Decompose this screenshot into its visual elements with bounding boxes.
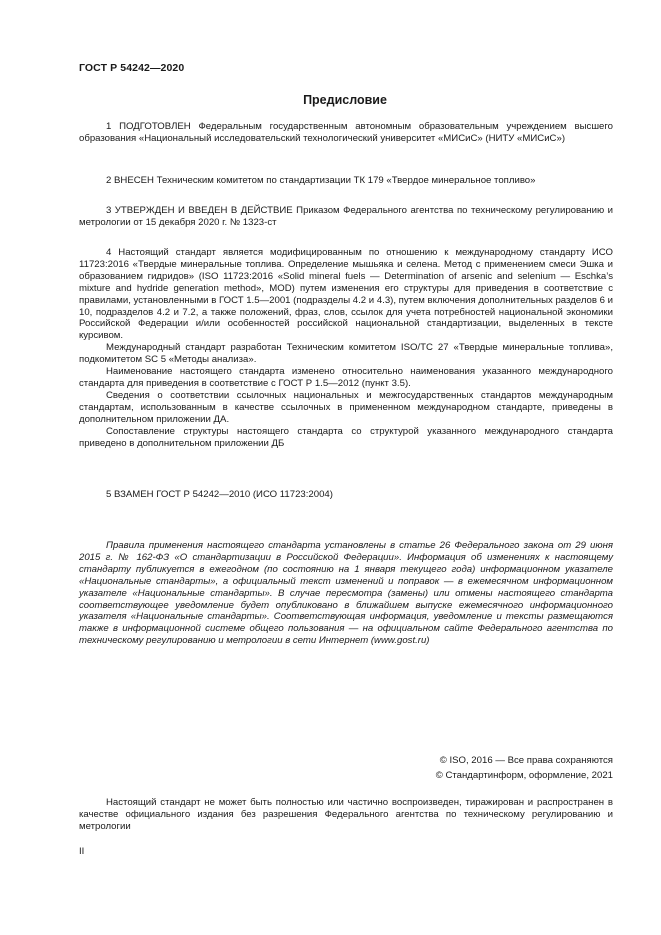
- item-1-text: 1 ПОДГОТОВЛЕН Федеральным государственным автономным образовательным учреждением высшего образования «Национальный исследовательский технологический университет «МИСиС» (НИТУ «МИСиС»): [79, 121, 613, 144]
- item-1: [79, 121, 613, 145]
- standartinform-copyright: © Стандартинформ, оформление, 2021: [435, 769, 613, 781]
- reproduction-notice: [79, 797, 613, 833]
- item-4: [79, 247, 613, 449]
- item-4-paragraph: 4 Настоящий стандарт является модифицированным по отношению к международному стандарту ИСО 11723:2016 «Твердые минеральные топлива. Определение мышьяка и селена. Метод с применением смеси Эшка и образованием гидридов» (ISO 11723:2016 «Solid mineral fuels — Determination of arsenic and selenium — Eschka’s mixture and hydride generation method», MOD) путем изменения его структуры для приведения в соответствие с правилами, установленными в ГОСТ 1.5—2001 (подразделы 4.2 и 4.3), путем включения дополнительных разделов 6 и 10, подразделов 4.2 и 7.2, а также положений, фраз, слов, ссылок для учета потребностей национальной экономики Российской Федерации и/или особенностей российской национальной стандартизации, выделенных в тексте курсивом.: [79, 247, 613, 342]
- page-title: Предисловие: [303, 93, 387, 107]
- item-5-text: 5 ВЗАМЕН ГОСТ Р 54242—2010 (ИСО 11723:2004): [106, 489, 333, 500]
- item-2: [79, 175, 613, 187]
- rules-notice: [79, 540, 613, 647]
- item-2-text: 2 ВНЕСЕН Техническим комитетом по стандартизации ТК 179 «Твердое минеральное топливо»: [106, 175, 536, 186]
- item-4-paragraph: Международный стандарт разработан Техническим комитетом ISO/TC 27 «Твердые минеральные топлива», подкомитетом SC 5 «Методы анализа».: [79, 342, 613, 366]
- item-4-paragraph: Сопоставление структуры настоящего стандарта со структурой указанного международного стандарта приведено в дополнительном приложении ДБ: [79, 425, 613, 449]
- copyright-block: [436, 754, 613, 783]
- iso-copyright: © ISO, 2016 — Все права сохраняются: [439, 755, 613, 766]
- item-5: [79, 489, 613, 501]
- item-4-paragraph: Сведения о соответствии ссылочных национальных и межгосударственных стандартов международным стандартам, использованным в качестве ссылочных в примененном международном стандарте, приведены в дополнительном приложении ДА.: [79, 389, 613, 425]
- item-4-paragraph: Наименование настоящего стандарта изменено относительно наименования указанного международного стандарта для приведения в соответствие с ГОСТ Р 1.5—2012 (пункт 3.5).: [79, 366, 613, 389]
- item-3: [79, 205, 613, 229]
- item-3-text: 3 УТВЕРЖДЕН И ВВЕДЕН В ДЕЙСТВИЕ Приказом Федерального агентства по техническому регулированию и метрологии от 15 декабря 2020 г. № 1323-ст: [79, 205, 613, 228]
- rules-notice-text: Правила применения настоящего стандарта установлены в статье 26 Федерального закона от 29 июня 2015 г. № 162-ФЗ «О стандартизации в Российской Федерации». Информация об изменениях к настоящему стандарту публикуется в ежегодном (по состоянию на 1 января текущего года) информационном указателе «Национальные стандарты», а официальный текст изменений и поправок — в ежемесячном информационном указателе «Национальные стандарты». В случае пересмотра (замены) или отмены настоящего стандарта соответствующее уведомление будет опубликовано в ближайшем выпуске ежемесячного информационного указателя «Национальные стандарты». Соответствующая информация, уведомление и тексты размещаются также в информационной системе общего пользования — на официальном сайте Федерального агентства по техническому регулированию и метрологии в сети Интернет (www.gost.ru): [79, 540, 613, 647]
- reproduction-notice-text: Настоящий стандарт не может быть полностью или частично воспроизведен, тиражирован и распространен в качестве официального издания без разрешения Федерального агентства по техническому регулированию и метрологии: [79, 797, 613, 832]
- page-number: II: [79, 846, 85, 857]
- standard-number: ГОСТ Р 54242—2020: [79, 62, 185, 74]
